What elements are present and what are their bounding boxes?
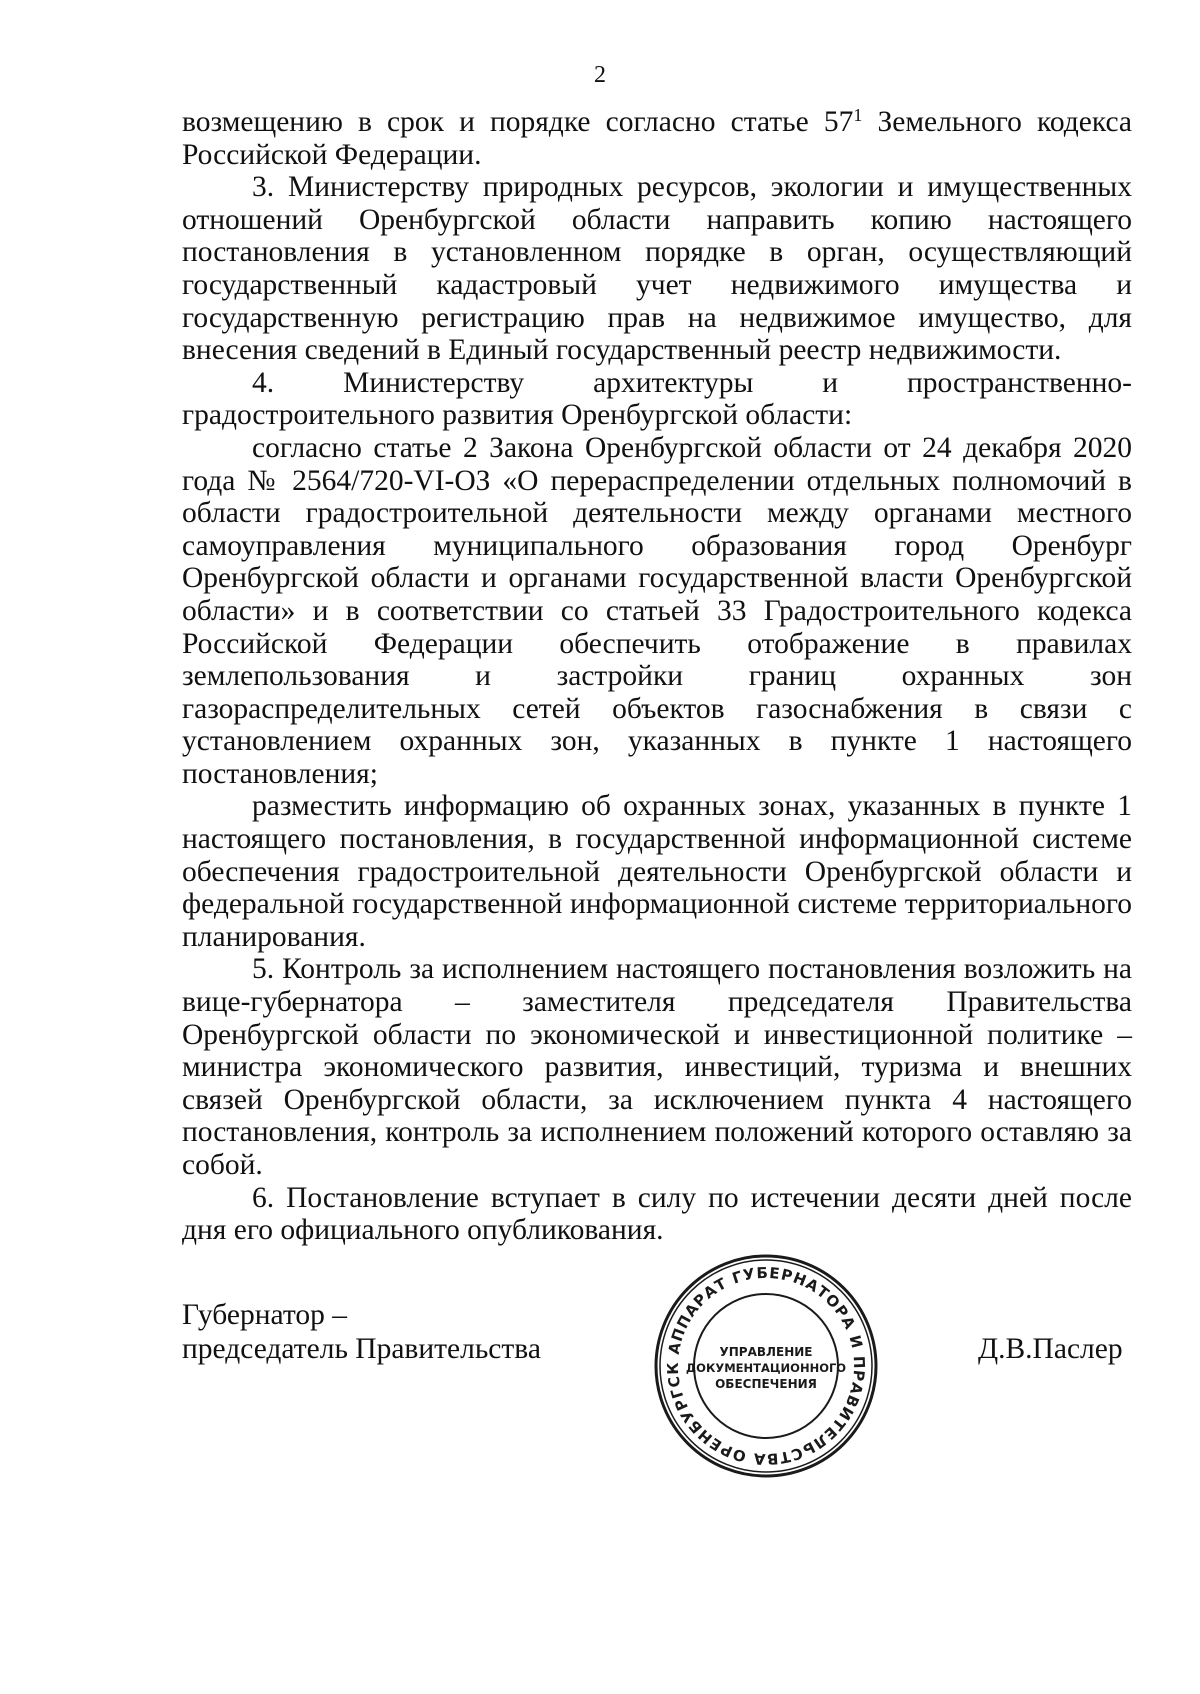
page-number: 2 xyxy=(594,62,606,88)
signatory-name: Д.В.Паслер xyxy=(978,1333,1123,1365)
seal-center-line-1: УПРАВЛЕНИЕ xyxy=(719,1345,813,1359)
paragraph-item-5: 5. Контроль за исполнением настоящего постановления возложить на вице-губернатора – заместителя председателя Правительства Оренбургской области по экономической и инвестиционной политике – министра экономического развития, инвестиций, туризма и внешних связей Оренбургской области, за исключением пункта 4 настоящего постановления, контроль за исполнением положений которого оставляю за собой. xyxy=(182,953,1132,1181)
seal-ring-text: АППАРАТ ГУБЕРНАТОРА И ПРАВИТЕЛЬСТВА ОРЕНБУРГСК xyxy=(663,1263,869,1469)
signatory-position-line-2: председатель Правительства xyxy=(182,1333,541,1365)
signatory-position xyxy=(182,1298,541,1366)
article-superscript: 1 xyxy=(853,105,863,125)
seal-center-line-3: ОБЕСПЕЧЕНИЯ xyxy=(715,1377,817,1391)
paragraph-continuation-end: Земельного кодекса Российской Федерации. xyxy=(182,106,1132,171)
signatory-position-line-1: Губернатор – xyxy=(182,1299,348,1331)
paragraph-continuation-start: возмещению в срок и порядке согласно статье 57 xyxy=(182,106,854,138)
paragraph-item-4-subitem-a: согласно статье 2 Закона Оренбургской области от 24 декабря 2020 года № 2564/720-VI-ОЗ «О перераспределении отдельных полномочий в области градостроительной деятельности между органами местного самоуправления муниципального образования город Оренбург Оренбургской области и органами государственной власти Оренбургской области» и в соответствии со статьей 33 Градостроительного кодекса Российской Федерации обеспечить отображение в правилах землепользования и застройки границ охранных зон газораспределительных сетей объектов газоснабжения в связи с установлением охранных зон, указанных в пункте 1 настоящего постановления; xyxy=(182,431,1132,790)
official-seal-stamp xyxy=(650,1250,882,1482)
paragraph-item-4: 4. Министерству архитектуры и пространственно-градостроительного развития Оренбургской области: xyxy=(182,366,1132,432)
paragraph-item-6: 6. Постановление вступает в силу по истечении десяти дней после дня его официального опубликования. xyxy=(182,1181,1132,1247)
paragraph-item-4-subitem-b: разместить информацию об охранных зонах, указанных в пункте 1 настоящего постановления, в государственной информационной системе обеспечения градостроительной деятельности Оренбургской области и федеральной государственной информационной системе территориального планирования. xyxy=(182,790,1132,953)
seal-graphic xyxy=(650,1250,882,1482)
paragraph-item-3: 3. Министерству природных ресурсов, экологии и имущественных отношений Оренбургской области направить копию настоящего постановления в установленном порядке в орган, осуществляющий государственный кадастровый учет недвижимого имущества и государственную регистрацию прав на недвижимое имущество, для внесения сведений в Единый государственный реестр недвижимости. xyxy=(182,171,1132,367)
document-body xyxy=(182,106,1132,1247)
paragraph-continuation xyxy=(182,106,1132,171)
seal-center-line-2: ДОКУМЕНТАЦИОННОГО xyxy=(685,1361,847,1375)
